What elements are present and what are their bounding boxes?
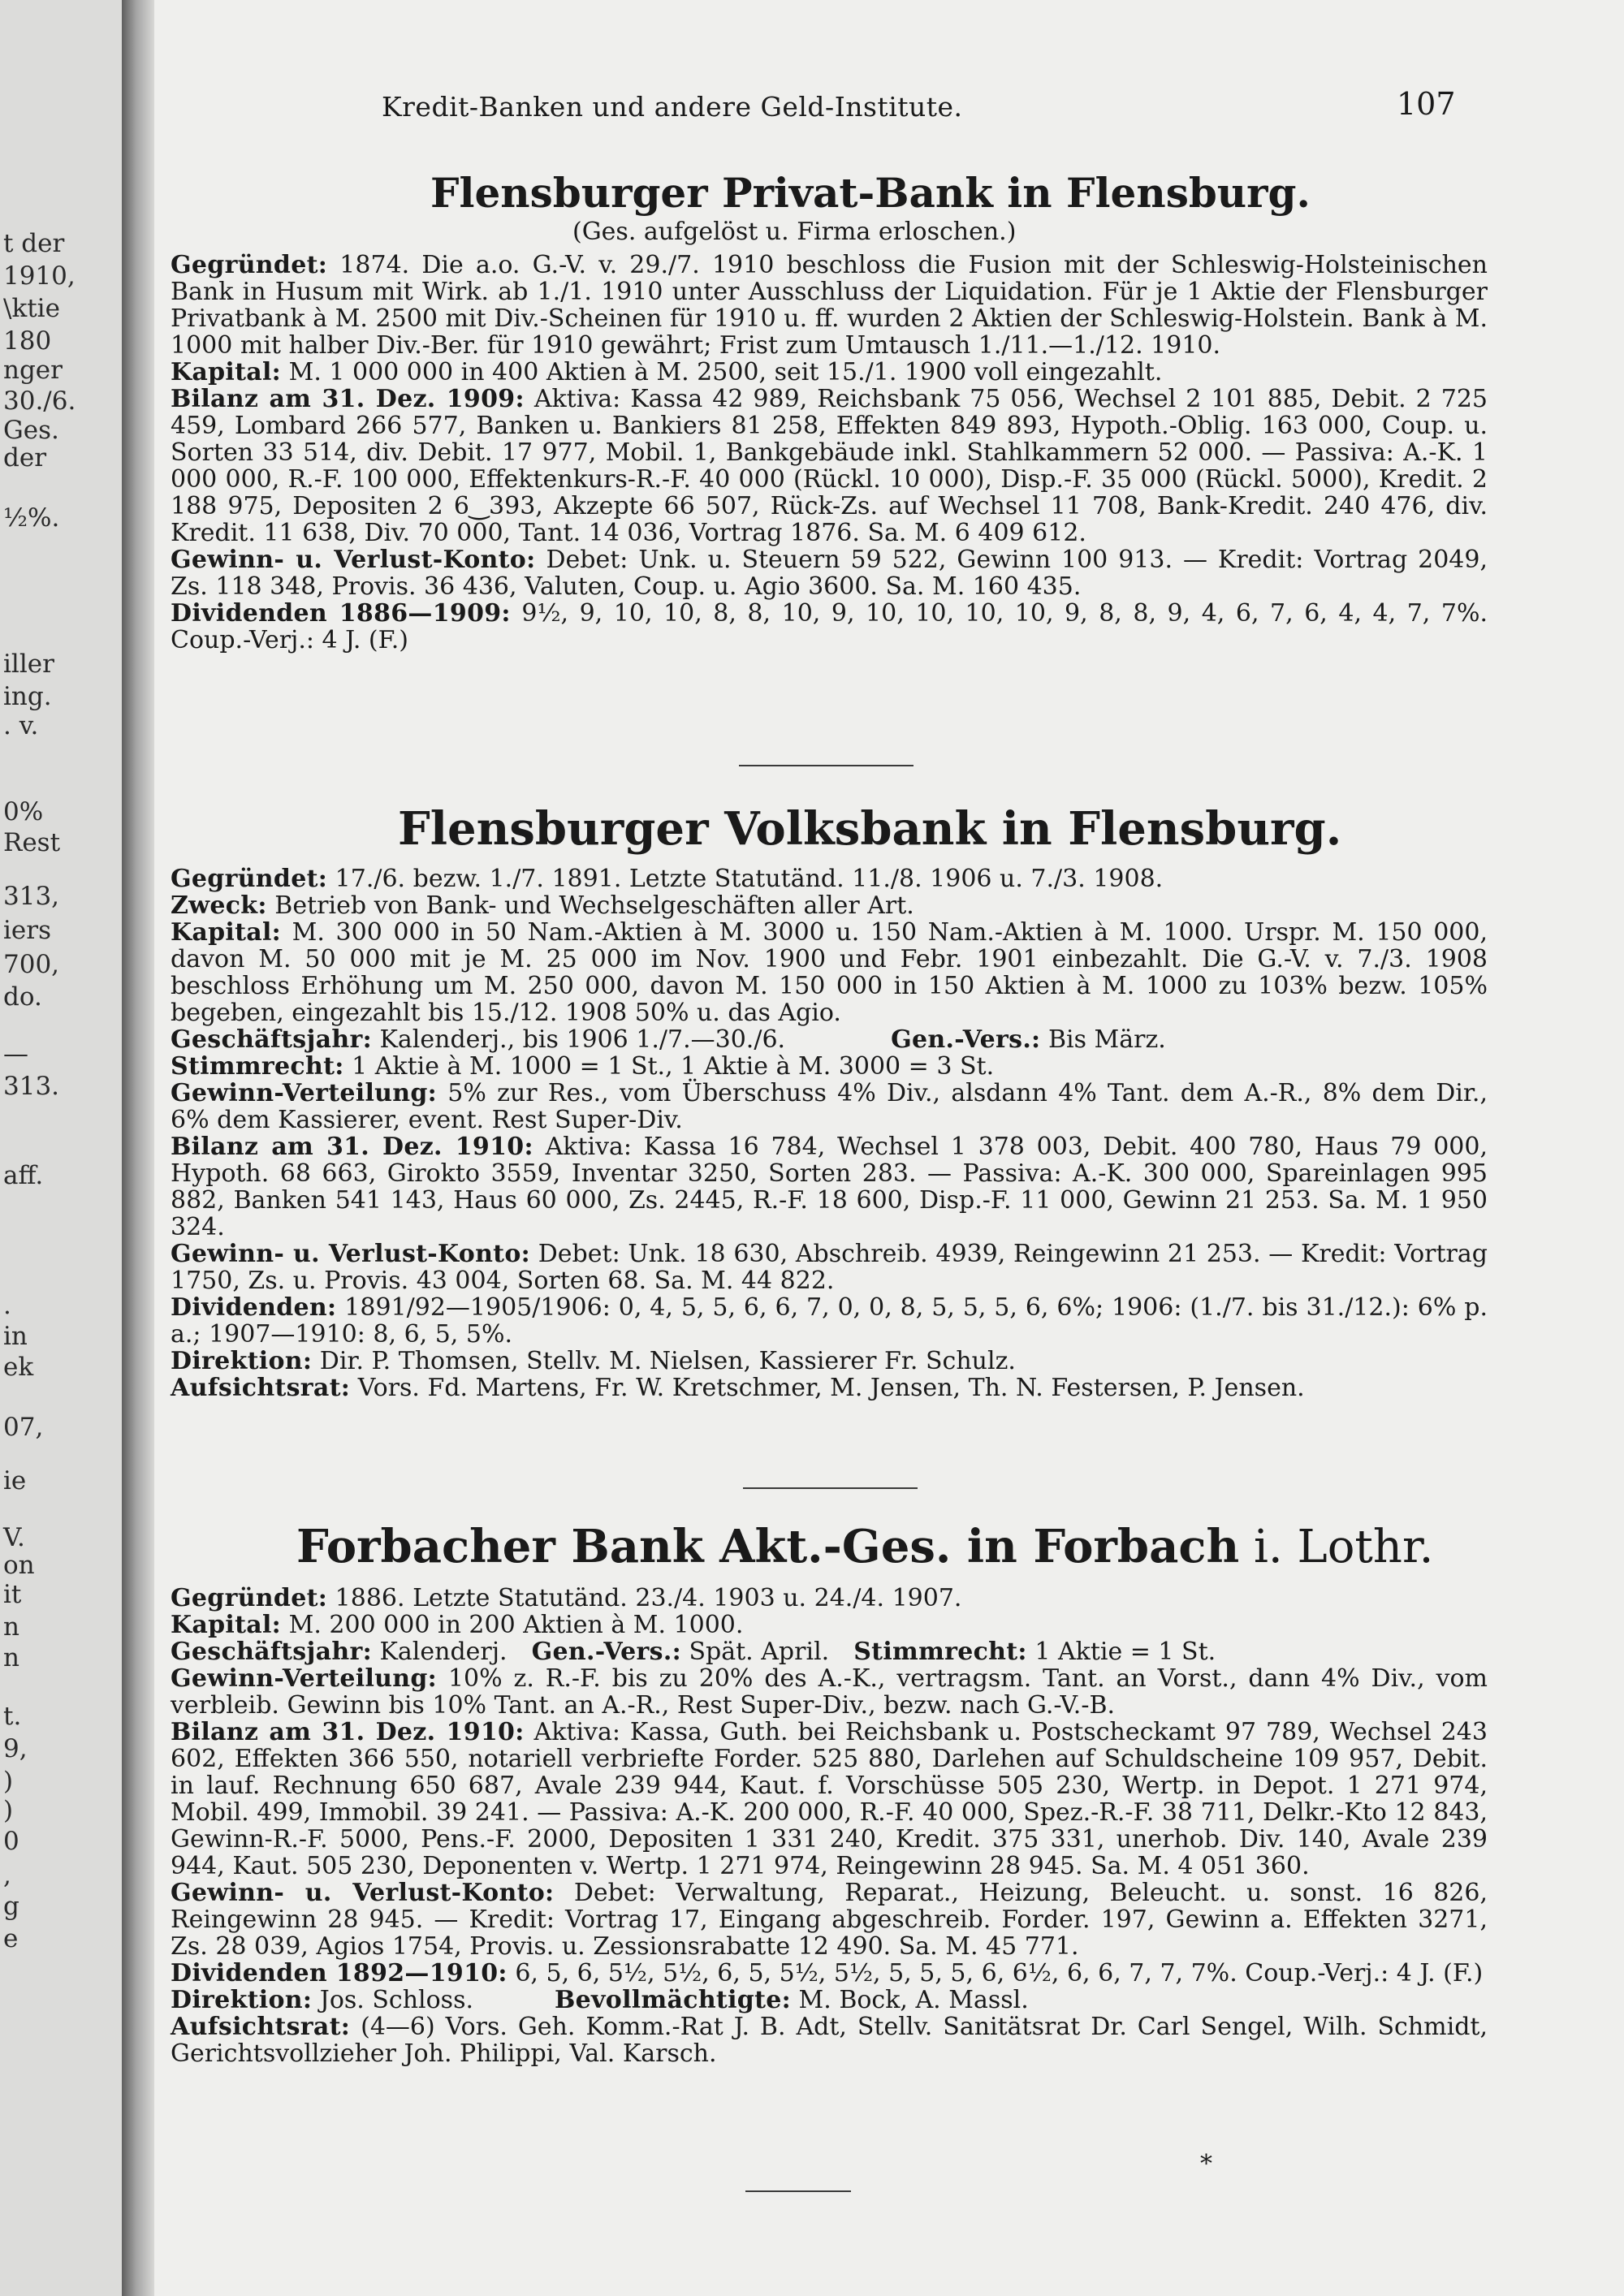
entry-paragraph <box>171 2013 1488 2067</box>
entry-body-flensburger-privat-bank <box>171 252 1488 654</box>
gutter-fragment: 0% <box>3 797 44 826</box>
gutter-fragment: 313, <box>3 882 60 911</box>
gutter-fragment: 180 <box>3 326 52 356</box>
field-label: Kapital: <box>171 918 282 947</box>
field-text: Aktiva: Kassa 16 784, Wechsel 1 378 003, Debit. 400 780, Haus 79 000, Hypoth. 68 663, Girokto 3559, Inventar 3250, Sorten 283. — Passiva: A.-K. 300 000, Spareinlagen 995 882, Banken 541 143, Haus 60 000, Zs. 2445, R.-F. 18 600, Disp.-F. 11 000, Gewinn 21 253. Sa. M. 1 950 324. <box>171 1133 1488 1241</box>
entry-paragraph <box>171 359 1488 386</box>
entry-title-forbacher-bank <box>296 1520 1433 1573</box>
field-label: Gewinn- u. Verlust-Konto: <box>171 1240 531 1268</box>
field-text: 17./6. bezw. 1./7. 1891. Letzte Statutänd. 11./8. 1906 u. 7./3. 1908. <box>327 865 1164 893</box>
entry-paragraph <box>171 1053 1488 1080</box>
gutter-fragment: e <box>3 1924 19 1953</box>
field-text: Debet: Unk. 18 630, Abschreib. 4939, Reingewinn 21 253. — Kredit: Vortrag 1750, Zs. u. Provis. 43 004, Sorten 68. Sa. M. 44 822. <box>171 1240 1488 1295</box>
field-text: Aktiva: Kassa 42 989, Reichsbank 75 056, Wechsel 2 101 885, Debit. 2 725 459, Lombard 266 577, Banken u. Bankiers 81 258, Effekten 849 893, Hypoth.-Oblig. 163 000, Coup. u. Sorten 33 514, div. Debit. 17 977, Mobil. 1, Bankgebäude inkl. Stahlkammern 52 000. — Passiva: A.-K. 1 000 000, R.-F. 100 000, Effektenkurs-R.-F. 40 000 (Rückl. 10 000), Disp.-F. 35 000 (Rückl. 5000), Kredit. 2 188 975, Depositen 2 6‿393, Akzepte 66 507, Rück-Zs. auf Wechsel 11 708, Bank-Kredit. 240 476, div. Kredit. 11 638, Div. 70 000, Tant. 14 036, Vortrag 1876. Sa. M. 6 409 612. <box>171 385 1488 547</box>
field-text: 6, 5, 6, 5½, 5½, 6, 5, 5½, 5½, 5, 5, 5, 6, 6½, 6, 6, 7, 7, 7%. Coup.-Verj.: 4 J. (F.) <box>507 1959 1484 1987</box>
entry-paragraph <box>171 1585 1488 1612</box>
field-text: Debet: Unk. u. Steuern 59 522, Gewinn 100 913. — Kredit: Vortrag 2049, Zs. 118 348, Provis. 36 436, Valuten, Coup. u. Agio 3600. Sa. M. 160 435. <box>171 546 1488 601</box>
field-label: Geschäftsjahr: <box>171 1025 372 1054</box>
section-divider <box>745 2190 851 2192</box>
entry-paragraph <box>171 919 1488 1026</box>
field-text: 1 Aktie = 1 St. <box>1026 1638 1216 1666</box>
field-label: Bilanz am 31. Dez. 1909: <box>171 385 525 413</box>
field-text: Dir. P. Thomsen, Stellv. M. Nielsen, Kassierer Fr. Schulz. <box>312 1347 1016 1375</box>
field-label: Bilanz am 31. Dez. 1910: <box>171 1718 525 1746</box>
entry-paragraph <box>171 1294 1488 1348</box>
gutter-fragment: 700, <box>3 950 60 979</box>
gutter-fragment: 1910, <box>3 261 76 291</box>
field-text: Bis März. <box>1040 1025 1166 1054</box>
entry-paragraph <box>171 1026 1488 1053</box>
entry-title-flensburger-privat-bank: Flensburger Privat-Bank in Flensburg. <box>430 169 1311 217</box>
field-text: Debet: Verwaltung, Reparat., Heizung, Beleucht. u. sonst. 16 826, Reingewinn 28 945. — Kredit: Vortrag 17, Eingang abgeschreib. Forder. 197, Gewinn a. Effekten 3271, Zs. 28 039, Agios 1754, Provis. u. Zessionsrabatte 12 490. Sa. M. 45 771. <box>171 1879 1488 1961</box>
gutter-fragment: aff. <box>3 1161 44 1190</box>
entry-body-flensburger-volksbank <box>171 865 1488 1401</box>
previous-page-gutter <box>0 0 124 2296</box>
field-label: Bilanz am 31. Dez. 1910: <box>171 1133 533 1161</box>
book-spine-shadow <box>122 0 154 2296</box>
gutter-fragment: in <box>3 1322 28 1351</box>
field-text: M. 200 000 in 200 Aktien à M. 1000. <box>281 1611 744 1639</box>
entry-paragraph <box>171 892 1488 919</box>
field-text: 1886. Letzte Statutänd. 23./4. 1903 u. 24./4. 1907. <box>327 1584 962 1612</box>
gutter-fragment: t der <box>3 229 65 258</box>
field-text: M. 300 000 in 50 Nam.-Aktien à M. 3000 u. 150 Nam.-Aktien à M. 1000. Urspr. M. 150 000, davon M. 50 000 mit je M. 25 000 im Nov. 1900 und Febr. 1901 einbezahlt. Die G.-V. v. 7./3. 1908 beschloss Erhöhung um M. 250 000, davon M. 150 000 in 150 Aktien à M. 1000 zu 103% bezw. 105% begeben, eingezahlt bis 15./12. 1908 50% u. das Agio. <box>171 918 1488 1027</box>
gutter-fragment: . <box>3 1291 11 1320</box>
field-label: Stimmrecht: <box>171 1052 344 1081</box>
field-label: Gen.-Vers.: <box>531 1638 681 1666</box>
field-label: Geschäftsjahr: <box>171 1638 372 1666</box>
field-label: Gewinn- u. Verlust-Konto: <box>171 1879 555 1907</box>
field-label: Gegründet: <box>171 865 328 893</box>
gutter-fragment: Ges. <box>3 416 59 445</box>
gutter-fragment: iller <box>3 650 54 679</box>
field-text: M. Bock, A. Massl. <box>791 1986 1029 2014</box>
entry-paragraph <box>171 1612 1488 1638</box>
field-text: 9½, 9, 10, 10, 8, 8, 10, 9, 10, 10, 10, 10, 9, 8, 8, 9, 4, 6, 7, 6, 4, 4, 7, 7%. Coup.-Verj.: 4 J. (F.) <box>171 599 1488 654</box>
field-label: Aufsichtsrat: <box>171 1374 351 1402</box>
entry-paragraph <box>171 1080 1488 1133</box>
field-label: Gewinn- u. Verlust-Konto: <box>171 546 536 574</box>
entry-paragraph <box>171 1987 1488 2013</box>
field-text: 5% zur Res., vom Überschuss 4% Div., alsdann 4% Tant. dem A.-R., 8% dem Dir., 6% dem Kassierer, event. Rest Super-Div. <box>171 1079 1488 1134</box>
gutter-fragment: ) <box>3 1796 14 1825</box>
gutter-fragment: it <box>3 1580 22 1609</box>
gutter-fragment: — <box>3 1039 28 1068</box>
field-label: Gegründet: <box>171 251 328 279</box>
field-text: Aktiva: Kassa, Guth. bei Reichsbank u. Postscheckamt 97 789, Wechsel 243 602, Effekten 366 550, notariell verbriefte Forder. 525 880, Darlehen auf Schuldscheine 109 957, Debit. in lauf. Rechnung 650 687, Avale 239 944, Kaut. f. Vorschüsse 505 230, Wertp. in Depot. 1 271 974, Mobil. 499, Immobil. 39 241. — Passiva: A.-K. 200 000, R.-F. 40 000, Spez.-R.-F. 38 711, Delkr.-Kto 12 843, Gewinn-R.-F. 5000, Pens.-F. 2000, Depositen 1 331 240, Kredit. 375 331, unerhob. Div. 140, Avale 239 944, Kaut. 505 230, Deponenten v. Wertp. 1 271 974, Reingewinn 28 945. Sa. M. 4 051 360. <box>171 1718 1488 1880</box>
section-divider <box>743 1487 918 1489</box>
field-label: Dividenden 1886—1909: <box>171 599 511 628</box>
entry-body-forbacher-bank <box>171 1585 1488 2067</box>
entry-title-text: Forbacher Bank Akt.-Ges. in Forbach <box>296 1520 1240 1573</box>
gutter-fragment: on <box>3 1551 35 1580</box>
gutter-fragment: n <box>3 1612 19 1642</box>
entry-paragraph <box>171 1375 1488 1401</box>
field-text: M. 1 000 000 in 400 Aktien à M. 2500, seit 15./1. 1900 voll eingezahlt. <box>281 358 1163 386</box>
gutter-fragment: ) <box>3 1767 14 1796</box>
field-label: Gegründet: <box>171 1584 328 1612</box>
entry-paragraph <box>171 600 1488 654</box>
entry-title-suffix: i. Lothr. <box>1239 1521 1434 1573</box>
entry-subtitle: (Ges. aufgelöst u. Firma erloschen.) <box>572 218 1017 246</box>
gutter-fragment: g <box>3 1892 19 1921</box>
entry-title-flensburger-volksbank: Flensburger Volksbank in Flensburg. <box>398 802 1342 856</box>
gutter-fragment: iers <box>3 916 51 945</box>
entry-paragraph <box>171 1665 1488 1719</box>
entry-paragraph <box>171 252 1488 359</box>
field-text: 1 Aktie à M. 1000 = 1 St., 1 Aktie à M. 3000 = 3 St. <box>343 1052 995 1081</box>
gutter-fragment: ek <box>3 1353 34 1382</box>
gutter-fragment: nger <box>3 356 63 385</box>
page-number: 107 <box>1397 86 1456 122</box>
field-label: Gewinn-Verteilung: <box>171 1664 438 1693</box>
gutter-fragment: V. <box>3 1523 25 1552</box>
gutter-fragment: ing. <box>3 682 52 711</box>
field-label: Aufsichtsrat: <box>171 2013 351 2041</box>
field-text: 1891/92—1905/1906: 0, 4, 5, 5, 6, 6, 7, 0, 0, 8, 5, 5, 5, 6, 6%; 1906: (1./7. bis 31./12.): 6% p. a.; 1907—1910: 8, 6, 5, 5%. <box>171 1293 1488 1349</box>
gutter-fragment: ½%. <box>3 503 60 533</box>
field-text: Jos. Schloss. <box>312 1986 473 2014</box>
gutter-fragment: 0 <box>3 1827 19 1856</box>
gutter-fragment: n <box>3 1643 19 1672</box>
entry-paragraph <box>171 865 1488 892</box>
field-text: 1874. Die a.o. G.-V. v. 29./7. 1910 beschloss die Fusion mit der Schleswig-Holsteinischen Bank in Husum mit Wirk. ab 1./1. 1910 unter Ausschluss der Liquidation. Für je 1 Aktie der Flensburger Privatbank à M. 2500 mit Div.-Scheinen für 1910 u. ff. wurden 2 Aktien der Schleswig-Holstein. Bank à M. 1000 mit halber Div.-Ber. für 1910 gewährt; Frist zum Umtausch 1./11.—1./12. 1910. <box>171 251 1488 360</box>
running-head: Kredit-Banken und andere Geld-Institute. <box>382 91 963 123</box>
gutter-fragment: ie <box>3 1466 27 1495</box>
entry-paragraph <box>171 1719 1488 1880</box>
field-label: Kapital: <box>171 358 282 386</box>
field-text: Kalenderj., bis 1906 1./7.—30./6. <box>371 1025 786 1054</box>
entry-paragraph <box>171 1960 1488 1987</box>
footnote-mark: * <box>1200 2150 1212 2178</box>
field-text: Kalenderj. <box>371 1638 508 1666</box>
field-label: Kapital: <box>171 1611 282 1639</box>
field-label: Gen.-Vers.: <box>891 1025 1041 1054</box>
entry-paragraph <box>171 1241 1488 1294</box>
field-label: Zweck: <box>171 891 267 920</box>
field-text: (4—6) Vors. Geh. Komm.-Rat J. B. Adt, Stellv. Sanitätsrat Dr. Carl Sengel, Wilh. Schmidt, Gerichtsvollzieher Joh. Philippi, Val. Karsch. <box>171 2013 1488 2068</box>
field-label: Dividenden 1892—1910: <box>171 1959 508 1987</box>
entry-paragraph <box>171 1880 1488 1960</box>
field-text: Vors. Fd. Martens, Fr. W. Kretschmer, M. Jensen, Th. N. Festersen, P. Jensen. <box>350 1374 1305 1402</box>
entry-paragraph <box>171 1638 1488 1665</box>
gutter-fragment: t. <box>3 1702 22 1731</box>
gutter-fragment: \ktie <box>3 294 60 323</box>
gutter-fragment: der <box>3 443 47 473</box>
field-text: Spät. April. <box>680 1638 830 1666</box>
field-label: Stimmrecht: <box>853 1638 1027 1666</box>
entry-paragraph <box>171 1348 1488 1375</box>
field-text: Betrieb von Bank- und Wechselgeschäften aller Art. <box>266 891 914 920</box>
field-label: Dividenden: <box>171 1293 337 1322</box>
gutter-fragment: . v. <box>3 711 39 740</box>
gutter-fragment: Rest <box>3 828 61 857</box>
field-label: Bevollmächtigte: <box>555 1986 791 2014</box>
gutter-fragment: , <box>3 1861 11 1890</box>
gutter-fragment: do. <box>3 982 42 1012</box>
gutter-fragment: 30./6. <box>3 386 76 416</box>
gutter-fragment: 9, <box>3 1734 28 1763</box>
entry-paragraph <box>171 386 1488 546</box>
field-label: Direktion: <box>171 1986 313 2014</box>
gutter-fragment: 07, <box>3 1413 44 1442</box>
section-divider <box>739 765 914 766</box>
entry-paragraph <box>171 546 1488 600</box>
entry-paragraph <box>171 1133 1488 1241</box>
field-text: 10% z. R.-F. bis zu 20% des A.-K., vertragsm. Tant. an Vorst., dann 4% Div., vom verbleib. Gewinn bis 10% Tant. an A.-R., Rest Super-Div., bezw. nach G.-V.-B. <box>171 1664 1488 1720</box>
field-label: Gewinn-Verteilung: <box>171 1079 438 1107</box>
gutter-fragment: 313. <box>3 1072 60 1101</box>
field-label: Direktion: <box>171 1347 313 1375</box>
